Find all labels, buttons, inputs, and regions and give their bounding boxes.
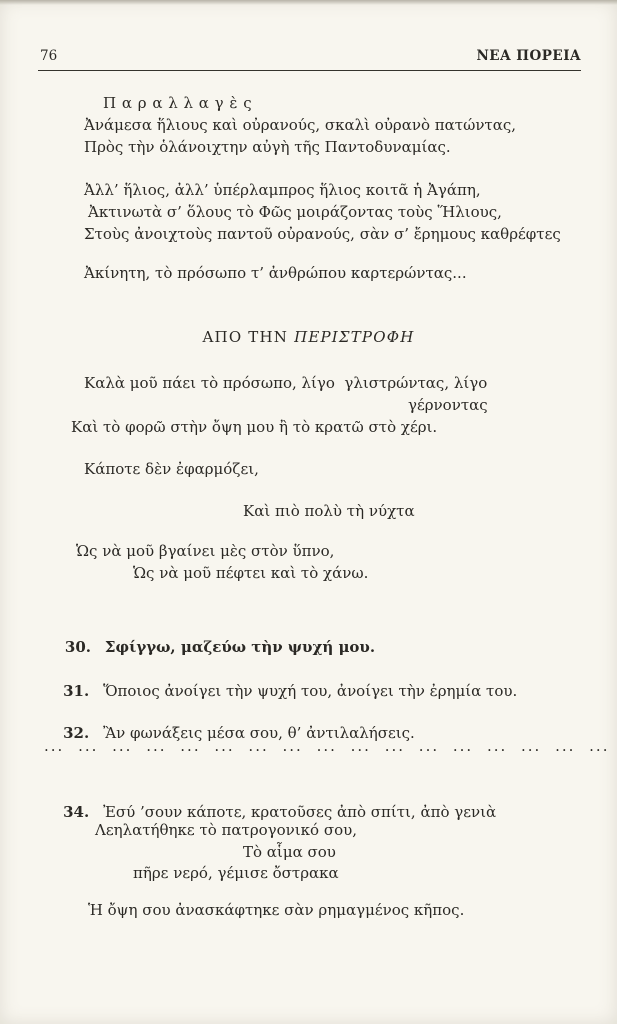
aphorism-number: 32. — [63, 724, 90, 742]
poem-line: πῆρε νερό, γέμισε ὄστρακα — [133, 864, 339, 882]
aphorism-text: Ἂν φωνάξεις μέσα σου, θ’ ἀντιλαλήσεις. — [103, 724, 415, 742]
section-heading — [0, 328, 617, 346]
poem-line: Καλὰ μοῦ πάει τὸ πρόσωπο, λίγο γλιστρώντας, λίγο — [84, 374, 488, 392]
poem-line: Τὸ αἷμα σου — [243, 843, 336, 861]
poem-line: γέρνοντας — [408, 396, 488, 414]
poem-line: Καὶ τὸ φορῶ στὴν ὄψη μου ἢ τὸ κρατῶ στὸ χέρι. — [71, 418, 438, 436]
poem-line: Κάποτε δὲν ἐφαρμόζει, — [84, 460, 259, 478]
ellipsis-separator: ... ... ... ... ... ... ... ... ... ... ... ... ... ... ... ... ... — [44, 737, 610, 755]
journal-title: ΝΕΑ ΠΟΡΕΙΑ — [476, 48, 581, 64]
aphorism-number: 30. — [64, 638, 91, 656]
section-heading-title: ΠΕΡΙΣΤΡΟΦΗ — [294, 328, 415, 346]
page-number: 76 — [40, 48, 58, 64]
aphorism-text: Ὅποιος ἀνοίγει τὴν ψυχή του, ἀνοίγει τὴν ἐρημία του. — [103, 682, 518, 700]
poem-line: Ἀκίνητη, τὸ πρόσωπο τ’ ἀνθρώπου καρτερώντας... — [84, 264, 467, 282]
aphorism-number: 34. — [63, 803, 90, 821]
section-heading-prefix: ΑΠΟ ΤΗΝ — [202, 328, 295, 346]
aphorism-number: 31. — [63, 682, 90, 700]
poem-line: Ἀλλ’ ἥλιος, ἀλλ’ ὑπέρλαμπρος ἥλιος κοιτᾶ ἡ Ἀγάπη, — [84, 181, 481, 199]
poem-line: Ὡς νὰ μοῦ βγαίνει μὲς στὸν ὕπνο, — [76, 542, 335, 560]
poem-line: Ὡς νὰ μοῦ πέφτει καὶ τὸ χάνω. — [133, 564, 369, 582]
poem-line: Στοὺς ἀνοιχτοὺς παντοῦ οὐρανούς, σὰν σ’ ἔρημους καθρέφτες — [84, 225, 561, 243]
poem-line: Λεηλατήθηκε τὸ πατρογονικό σου, — [95, 821, 358, 839]
header-rule — [38, 70, 581, 71]
poem-line: Ἀκτινωτὰ σ’ ὅλους τὸ Φῶς μοιράζοντας τοὺς Ἥλιους, — [88, 203, 502, 221]
poem-line: Ἀνάμεσα ἥλιους καὶ οὐρανούς, σκαλὶ οὐρανὸ πατώντας, — [84, 116, 517, 134]
aphorism-text: Ἐσύ ’σουν κάποτε, κρατοῦσες ἀπὸ σπίτι, ἀπὸ γενιὰ — [103, 803, 497, 821]
poem-line: Ἡ ὄψη σου ἀνασκάφτηκε σὰν ρημαγμένος κῆπος. — [88, 901, 465, 919]
page-header — [40, 48, 581, 64]
poem-line: Καὶ πιὸ πολὺ τὴ νύχτα — [243, 502, 415, 520]
aphorism-text: Σφίγγω, μαζεύω τὴν ψυχή μου. — [104, 638, 376, 656]
poem-line: Πρὸς τὴν ὁλάνοιχτην αὐγὴ τῆς Παντοδυναμίας. — [84, 138, 451, 156]
poem-title-parallages: Π α ρ α λ λ α γ ὲ ς — [103, 94, 253, 112]
